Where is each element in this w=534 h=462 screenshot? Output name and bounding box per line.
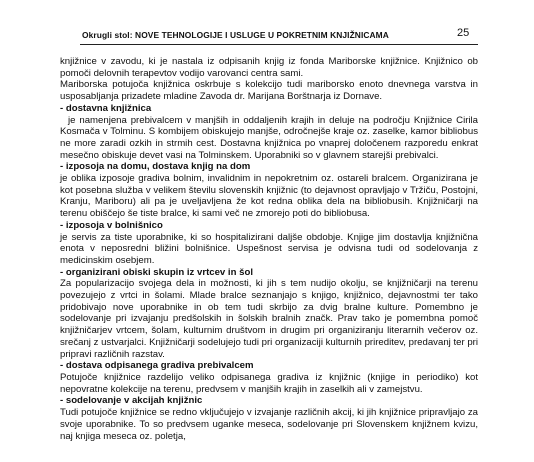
section-text-bolnisnica: je servis za tiste uporabnike, ki so hospitalizirani daljše obdobje. Knjige jim dostavlja knjižnična enota v neposredni bližini bolnišnice. Uspešnost servisa je odvisna tudi od sodelovanja z medicinskim osebjem. — [60, 231, 478, 266]
section-heading-odpis: - dostava odpisanega gradiva prebivalcem — [60, 360, 254, 372]
section-heading-izposoja-dom: - izposoja na domu, dostava knjig na dom — [60, 161, 251, 173]
paragraph-intro-2: Mariborska potujoča knjižnica oskrbuje s kolekcijo tudi mariborsko enoto dnevnega varstva in usposabljanja prizadete mladine Zavoda dr. Marijana Borštnarja iz Dornave. — [60, 79, 478, 103]
header-divider — [80, 44, 478, 45]
section-text-akcije: Tudi potujoče knjižnice se redno vključujejo v izvajanje različnih akcij, ki jih knjižnice pripravljajo za svoje uporabnike. To so predvsem uganke meseca, sodelovanje pri Slovenskem knjižnem kvizu, naj knjiga meseca oz. poletja, — [60, 407, 478, 442]
header-title: Okrugli stol: NOVE TEHNOLOGIJE I USLUGE U POKRETNIM KNJIŽNICAMA — [82, 30, 389, 40]
section-text-odpis: Potujoče knjižnice razdelijo veliko odpisanega gradiva iz knjižnic (knjige in periodiko) kot nepovratne kolekcije na terenu, predvsem v manjših krajih in zaselkih ali v zamejstvu. — [60, 371, 478, 395]
page-number: 25 — [457, 27, 470, 39]
section-heading-akcije: - sodelovanje v akcijah knjižnic — [60, 395, 203, 407]
section-text-izposoja-dom: je oblika izposoje gradiva bolnim, invalidnim in nepokretnim oz. ostareli bralcem. Organizirana je kot posebna služba v velikem številu slovenskih knjižnic (to dejavnost opravljajo v Tržiču, Postojni, Kranju, Mariboru) ali pa je uveljavljena že kot redna oblika dela na bibliobusih. Knjižničarji na terenu obiščejo še tiste bralce, ki sami več ne zmorejo poti do bibliobusa. — [60, 173, 478, 220]
section-heading-dostavna: - dostavna knjižnica — [60, 102, 152, 114]
paragraph-intro-1: knjižnice v zavodu, ki je nastala iz odpisanih knjig iz fonda Mariborske knjižnice. Knjižnico ob pomoči delovnih terapevtov vodijo varovanci centra sami. — [60, 56, 478, 79]
section-text-obiski: Za popularizacijo svojega dela in možnosti, ki jih s tem nudijo okolju, se knjižničarji na terenu povezujejo z vrtci in šolami. Mlade bralce seznanjajo s knjigo, knjižnico, dejavnostmi ter tako pridobivajo nove uporabnike in ob tem tudi skrbijo za dvig bralne kulture. Pomembno je sodelovanje pri izvajanju predšolskih in šolskih bralnih značk. Prav tako je pomembna pomoč knjižničarjev vrtcem, šolam, kulturnim društvom in drugim pri organiziranju literarnih večerov oz. srečanj z ustvarjalci. Knjižničarji sodelujejo tudi pri organizaciji kulturnih prireditev, predavanj ter pri pripravi različnih razstav. — [60, 278, 478, 360]
section-text-dostavna: je namenjena prebivalcem v manjših in oddaljenih krajih in deluje na področju Knjižnice Cirila Kosmača v Tolminu. S kombijem obiskujejo manjše, odročnejše kraje oz. zaselke, kamor bibliobus ne more zaradi ozkih in strmih cest. Dostavna knjižnica po vnaprej določenem razporedu enkrat mesečno obiskuje devet vasi na Tolminskem. Uporabniki so v glavnem starejši prebivalci. — [60, 114, 478, 161]
running-header — [82, 27, 472, 40]
page-body — [60, 56, 478, 442]
section-heading-obiski: - organizirani obiski skupin iz vrtcev in šol — [60, 266, 253, 278]
section-heading-bolnisnica: - izposoja v bolnišnico — [60, 219, 163, 231]
